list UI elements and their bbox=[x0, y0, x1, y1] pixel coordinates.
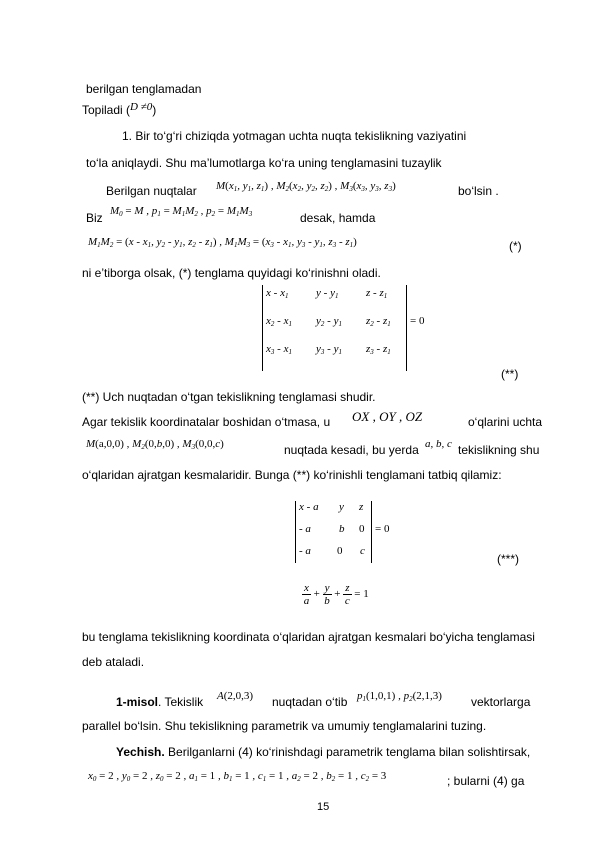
text-line-nuqtadan-otib: nuqtadan o‘tib bbox=[272, 695, 348, 709]
formula-vectors: $M_1M_2 = (x - x_1$, $y_2 - y_1$, $z_2 - z_1$) , $M_1M_3 = (x_3 - x_1$, $y_3 - y_1$, $z_3 - z_1$) bbox=[88, 236, 357, 249]
solution-heading: Yechish. bbox=[116, 745, 165, 759]
formula-points: $M(x_1$, $y_1$, $z_1$) , $M_2(x_2$, $y_2$, $z_2$) , $M_3(x_3$, $y_3$, $z_3$) bbox=[216, 180, 396, 193]
text-line-biz: Biz bbox=[86, 211, 103, 225]
determinant-three-points: x - $x_1$ y - $y_1$ z - $z_1$ $x_2 - x_1$ $y_2 - y_1$ $z_2 - z_1$ $x_3 - x_1$ $y_3 - y_1$ $z_3 - z_1$ = 0 bbox=[262, 285, 442, 371]
text-line-tekislikning-shu: tekislikning shu bbox=[458, 443, 540, 457]
text-line-deb-ataladi: deb ataladi. bbox=[82, 655, 145, 669]
determinant-intercepts: x - a y z - a b 0 - a 0 c = 0 bbox=[295, 501, 405, 563]
text-line-berilgan: berilgan tenglamadan bbox=[86, 82, 202, 96]
text-line-desak: desak, hamda bbox=[300, 211, 376, 225]
equation-tag-star: (*) bbox=[509, 239, 522, 253]
text-line-kesmalari: o‘qlaridan ajratgan kesmalaridir. Bunga (**) ko‘rinishli tenglamani tatbiq qilamiz: bbox=[82, 468, 502, 482]
formula-intercept-equation: $\frac{x}{a}$ + $\frac{y}{b}$ + $\frac{z}{c}$ = 1 bbox=[303, 582, 369, 607]
text-line-agar: Agar tekislik koordinatalar boshidan o‘tmasa, u bbox=[82, 415, 331, 429]
example-heading: 1-misol bbox=[116, 695, 159, 709]
det-left-bar bbox=[262, 285, 263, 371]
text-line-misol bbox=[116, 695, 203, 709]
page-number: 15 bbox=[317, 801, 330, 813]
equation-tag-double-star: (**) bbox=[501, 367, 519, 381]
text-line-points-label: Berilgan nuqtalar bbox=[106, 184, 197, 198]
text-line-tola: to‘la aniqlaydi. Shu ma’lumotlarga ko‘ra uning tenglamasini tuzaylik bbox=[86, 156, 442, 170]
solution-text: Berilganlarni (4) ko‘rinishdagi parametrik tenglama bilan solishtirsak, bbox=[164, 745, 531, 759]
formula-vectors-p: $p_1(1,0,1)$ , $p_2(2,1,3)$ bbox=[357, 690, 442, 703]
formula-intercept-points: M(a,0,0) , $M_2(0,b,0)$ , $M_3(0,0,c)$ bbox=[86, 438, 224, 451]
text-line-bu-tenglama: bu tenglama tekislikning koordinata o‘qlaridan ajratgan kesmalari bo‘yicha tenglamasi bbox=[82, 630, 535, 644]
topiladi-close: ) bbox=[152, 103, 157, 117]
text-line-parallel: parallel bo‘lsin. Shu tekislikning parametrik va umumiy tenglamalarini tuzing. bbox=[82, 719, 487, 733]
text-line-yechish bbox=[116, 745, 530, 759]
text-line-etibor: ni e’tiborga olsak, (*) tenglama quyidagi ko‘rinishni oladi. bbox=[82, 266, 381, 280]
text-line-uch-nuqta: (**) Uch nuqtadan o‘tgan tekislikning tenglamasi shudir. bbox=[82, 390, 376, 404]
text-line-bularni: ; bularni (4) ga bbox=[447, 774, 525, 788]
det-right-bar bbox=[406, 285, 407, 371]
text-line-kesadi: nuqtada kesadi, bu yerda bbox=[284, 443, 419, 457]
formula-parameter-values: $x_0 = 2$ , $y_0 = 2$ , $z_0 = 2$ , $a_1 = 1$ , $b_1 = 1$ , $c_1 = 1$ , $a_2 = 2$ , $b_2 = 1$ , $c_2 = 3$ bbox=[88, 770, 387, 783]
text-line-theorem-1: 1. Bir to‘g‘ri chiziqda yotmagan uchta nuqta tekislikning vaziyatini bbox=[122, 129, 467, 143]
text-line-topiladi bbox=[82, 103, 156, 118]
formula-m0-p1-p2: $M_0 = M$ , $p_1 = M_1M_2$ , $p_2 = M_1M_3$ bbox=[110, 205, 253, 218]
text-line-points-post: bo‘lsin . bbox=[458, 184, 499, 198]
text-line-vektorlarga: vektorlarga bbox=[471, 695, 531, 709]
formula-d-not-zero: D ≠0 bbox=[130, 101, 153, 113]
formula-abc: a, b, c bbox=[425, 438, 452, 450]
text-line-oqlarini: o‘qlarini uchta bbox=[468, 415, 543, 429]
formula-point-a: A(2,0,3) bbox=[217, 690, 254, 702]
topiladi-label: Topiladi ( bbox=[82, 103, 131, 117]
det2-right-bar bbox=[371, 501, 372, 563]
equation-tag-triple-star: (***) bbox=[497, 552, 520, 566]
example-text-a: . Tekislik bbox=[158, 695, 204, 709]
det2-left-bar bbox=[295, 501, 296, 563]
formula-axes: OX , OY , OZ bbox=[352, 409, 423, 424]
